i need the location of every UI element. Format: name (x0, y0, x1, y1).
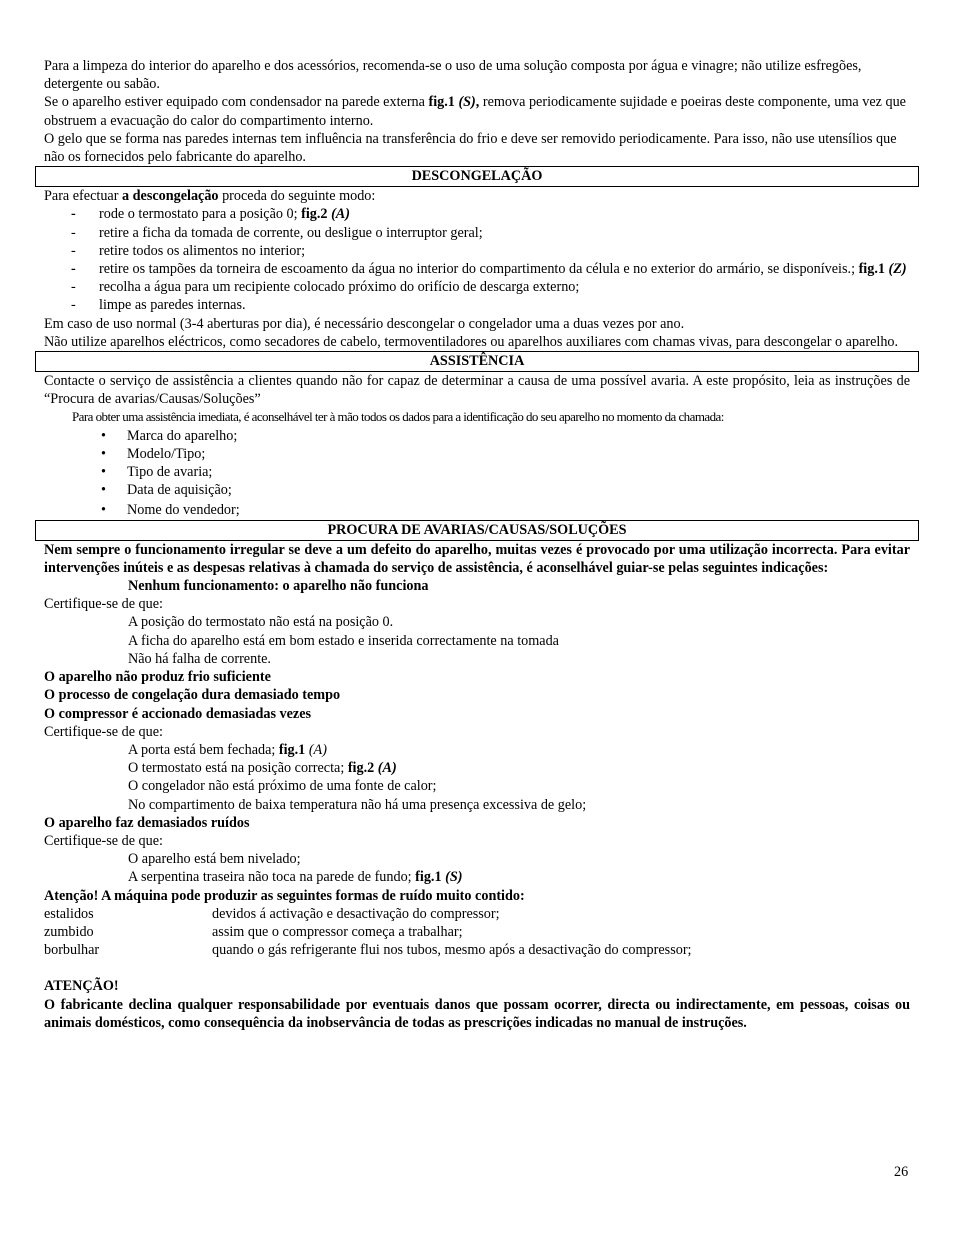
defrost-frequency-note: Em caso de uso normal (3-4 aberturas por dia), é necessário descongelar o congelador uma a duas vezes por ano. (44, 315, 685, 332)
list-item: • Modelo/Tipo; (44, 445, 910, 463)
fig-letter: (A) (308, 741, 327, 758)
check-item (44, 759, 910, 777)
document-page (44, 57, 910, 1032)
list-item (44, 278, 910, 296)
defrost-lead-bold: a descongelação (121, 188, 219, 205)
condenser-paragraph (44, 93, 910, 129)
case-title: O aparelho faz demasiados ruídos (44, 814, 250, 831)
fig-letter: (S) (458, 94, 476, 111)
list-item (44, 205, 910, 223)
list-item (44, 242, 910, 260)
defrost-lead-b: proceda do seguinte modo: (218, 188, 376, 205)
list-item-text: limpe as paredes internas. (99, 297, 246, 314)
fig-ref: fig.2 (347, 760, 375, 777)
assistance-data-note: Para obter uma assistência imediata, é aconselhável ter à mão todos os dados para a identificação do seu aparelho no momento da chamada: (72, 409, 724, 425)
list-item-text: retire todos os alimentos no interior; (99, 242, 306, 259)
list-item (44, 224, 910, 242)
fig-ref: fig.1 (428, 94, 455, 111)
check-item-text: A porta está bem fechada; (128, 741, 279, 758)
fig-letter: (Z) (888, 261, 907, 278)
defrost-header: DESCONGELAÇÃO (35, 166, 919, 187)
fig-ref: fig.2 (301, 206, 328, 223)
fig-ref: fig.1 (858, 261, 885, 278)
fig-ref: fig.1 (278, 741, 306, 758)
case-title: O compressor é accionado demasiadas vezes (44, 705, 312, 722)
list-item-text: recolha a água para um recipiente colocado próximo do orifício de descarga externo; (99, 279, 580, 296)
noise-row (44, 923, 910, 941)
noise-description: assim que o compressor começa a trabalhar; (212, 923, 463, 940)
noise-term: borbulhar (44, 942, 100, 959)
check-item (44, 741, 910, 759)
defrost-warning-note: Não utilize aparelhos eléctricos, como secadores de cabelo, termoventiladores ou aparelhos auxiliares com chamas vivas, para descongelar o aparelho. (44, 333, 899, 350)
list-item: • Tipo de avaria; (44, 463, 910, 481)
fig-letter: (A) (331, 206, 350, 223)
comma: , (475, 94, 480, 111)
noise-row (44, 905, 910, 923)
noise-term: estalidos (44, 905, 94, 922)
list-item: • Data de aquisição; (44, 481, 910, 499)
case-title: Nenhum funcionamento: o aparelho não funciona (128, 578, 429, 595)
check-label: Certifique-se de que: (44, 832, 163, 849)
ice-paragraph: O gelo que se forma nas paredes internas tem influência na transferência do frio e deve ser removido periodicamente. Para isso, não use utensílios que não os fornecidos pelo fabricante do aparelho. (44, 130, 897, 166)
list-item: • Marca do aparelho; (44, 427, 910, 445)
spacer (44, 959, 910, 977)
list-marker: - (71, 206, 76, 223)
noise-row (44, 941, 910, 959)
list-item: • Nome do vendedor; (44, 501, 910, 519)
case-title: O aparelho não produz frio suficiente (44, 669, 271, 686)
troubleshooting-intro: Nem sempre o funcionamento irregular se deve a um defeito do aparelho, muitas vezes é provocado por uma utilização incorrecta. Para evitar intervenções inúteis e as despesas relativas à chamada do serviço de assistência, é aconselhável guiar-se pelas seguintes indicações: (44, 541, 910, 576)
fig-ref: fig.1 (415, 869, 442, 886)
list-marker: - (71, 261, 76, 278)
defrost-steps (44, 205, 910, 314)
list-marker: - (71, 279, 76, 296)
noise-description: devidos á activação e desactivação do compressor; (212, 905, 500, 922)
check-item: Não há falha de corrente. (128, 650, 271, 667)
check-item: A posição do termostato não está na posição 0. (128, 614, 394, 631)
check-item-text: O termostato está na posição correcta; (128, 760, 348, 777)
check-label: Certifique-se de que: (44, 723, 163, 740)
check-item: A ficha do aparelho está em bom estado e inserida correctamente na tomada (128, 632, 559, 649)
appliance-data-list (44, 427, 910, 520)
defrost-lead-a: Para efectuar (44, 188, 122, 205)
check-label: Certifique-se de que: (44, 596, 163, 613)
fig-letter: (S) (445, 869, 463, 886)
list-marker: - (71, 297, 76, 314)
noise-description: quando o gás refrigerante flui nos tubos, mesmo após a desactivação do compressor; (212, 942, 692, 959)
fig-letter: (A) (377, 760, 397, 777)
noise-term: zumbido (44, 923, 94, 940)
check-item-text: A serpentina traseira não toca na parede de fundo; (128, 869, 416, 886)
check-item: O congelador não está próximo de uma fonte de calor; (128, 778, 437, 795)
check-item: O aparelho está bem nivelado; (128, 851, 301, 868)
condenser-text-b: remova periodicamente sujidade e poeiras deste componente, uma vez que obstruem a evacuação do calor do compartimento interno. (44, 94, 906, 129)
case-title: O processo de congelação dura demasiado tempo (44, 687, 341, 704)
cleaning-paragraph: Para a limpeza do interior do aparelho e dos acessórios, recomenda-se o uso de uma solução composta por água e vinagre; não utilize esfregões, detergente ou sabão. (44, 58, 862, 93)
assistance-header: ASSISTÊNCIA (35, 351, 919, 372)
noise-title: Atenção! A máquina pode produzir as seguintes formas de ruído muito contido: (44, 887, 525, 904)
condenser-text-a: Se o aparelho estiver equipado com condensador na parede externa (44, 94, 429, 111)
warning-title: ATENÇÃO! (44, 978, 119, 995)
list-marker: - (71, 242, 76, 259)
list-marker: - (71, 224, 76, 241)
list-item (44, 260, 910, 278)
page-number: 26 (894, 1164, 909, 1180)
warning-text: O fabricante declina qualquer responsabilidade por eventuais danos que possam ocorrer, directa ou indirectamente, em pessoas, coisas ou animais domésticos, como consequência da inobservância de todas as prescrições indicadas no manual de instruções. (44, 996, 910, 1031)
list-item-text: retire os tampões da torneira de escoamento da água no interior do compartimento da célula e no exterior do armário, se disponíveis.; (99, 261, 859, 278)
troubleshooting-header: PROCURA DE AVARIAS/CAUSAS/SOLUÇÕES (35, 520, 919, 541)
check-item (44, 868, 910, 886)
assistance-paragraph: Contacte o serviço de assistência a clientes quando não for capaz de determinar a causa de uma possível avaria. A este propósito, leia as instruções de “Procura de avarias/Causas/Soluções” (44, 373, 910, 408)
defrost-lead (44, 187, 910, 205)
check-item: No compartimento de baixa temperatura não há uma presença excessiva de gelo; (128, 796, 587, 813)
list-item-text: rode o termostato para a posição 0; (99, 206, 302, 223)
list-item (44, 296, 910, 314)
list-item-text: retire a ficha da tomada de corrente, ou desligue o interruptor geral; (99, 224, 483, 241)
